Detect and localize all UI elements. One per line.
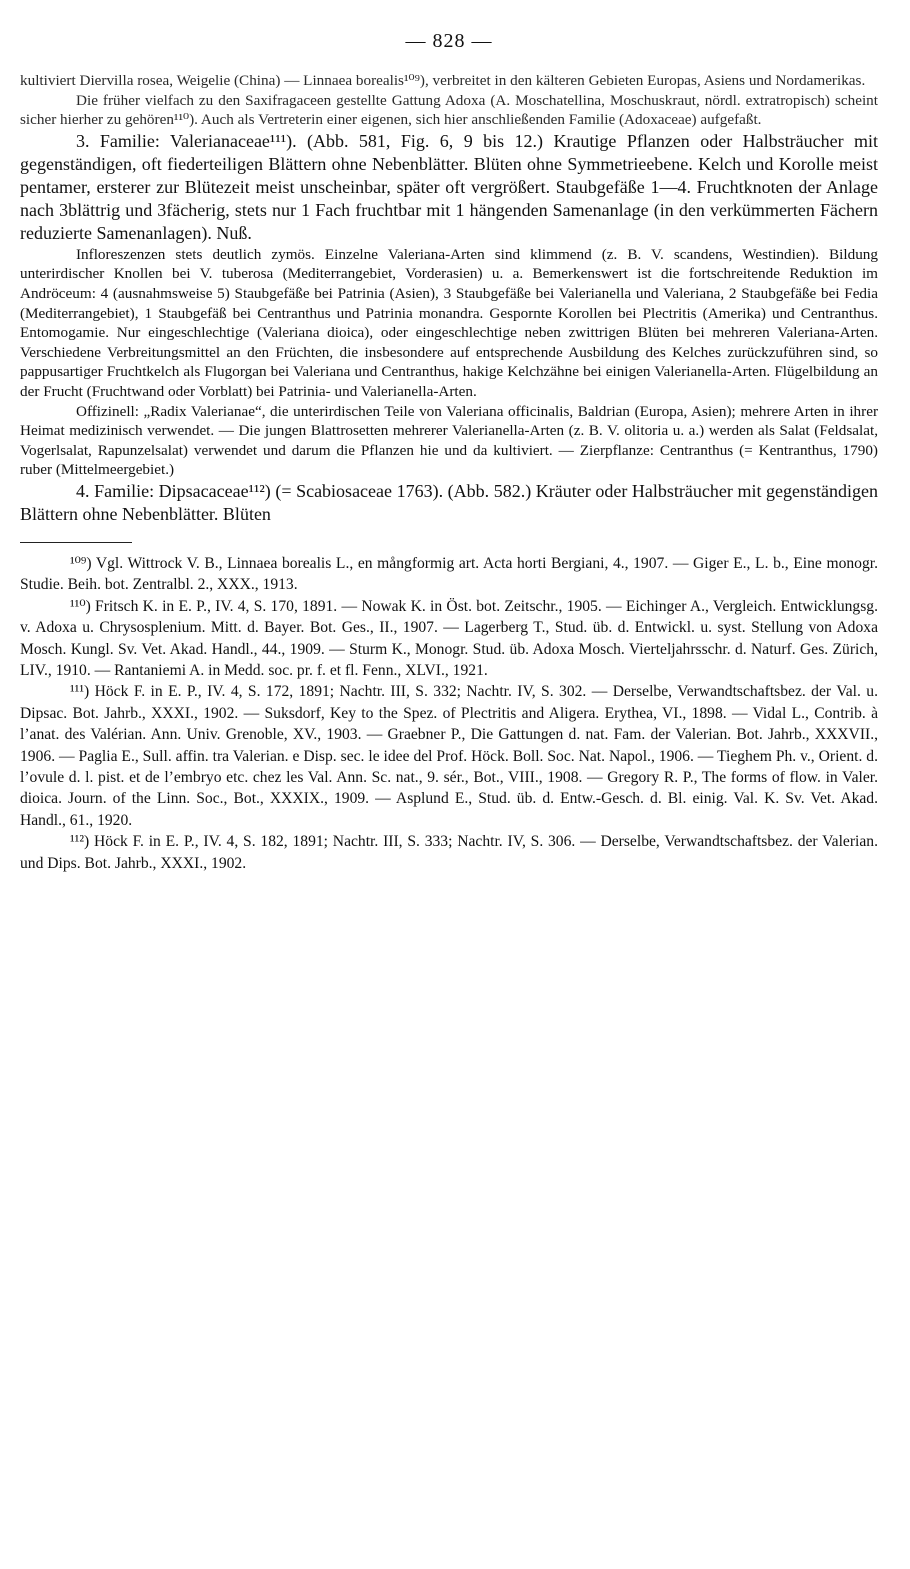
main-text	[20, 71, 878, 526]
footnote-110: ¹¹⁰) Fritsch K. in E. P., IV. 4, S. 170, 1891. — Nowak K. in Öst. bot. Zeitschr., 1905. — Eichinger A., Vergleich. Entwicklungsg. v. Adoxa u. Chrysosplenium. Mitt. d. Bayer. Bot. Ges., II., 1907. — Lagerberg T., Stud. üb. d. Entwickl. u. syst. Stellung von Adoxa Mosch. Kungl. Sv. Vet. Akad. Handl., 44., 1909. — Sturm K., Monogr. Stud. üb. Adoxa Mosch. Vierteljahrsschr. d. Naturf. Ges. Zürich, LIV., 1910. — Rantaniemi A. in Medd. soc. pr. f. et fl. Fenn., XLVI., 1921.	[20, 597, 878, 679]
paragraph-offizinell: Offizinell: „Radix Valerianae“, die unterirdischen Teile von Valeriana officinalis, Baldrian (Europa, Asien); mehrere Arten in ihrer Heimat medizinisch verwendet. — Die jungen Blattrosetten mehrerer Valerianella-Arten (z. B. V. olitoria u. a.) werden als Salat (Feldsalat, Vogerlsalat, Rapunzelsalat) verwendet und darum die Pflanzen hie und da kultiviert. — Zierpflanze: Centranthus (= Kentranthus, 1790) ruber (Mittelmeergebiet.)	[20, 402, 878, 479]
footnote-111: ¹¹¹) Höck F. in E. P., IV. 4, S. 172, 1891; Nachtr. III, S. 332; Nachtr. IV, S. 302. — Derselbe, Verwandtschaftsbez. der Val. u. Dipsac. Bot. Jahrb., XXXI., 1902. — Suksdorf, Key to the Spez. of Plectritis and Aligera. Erythea, VI., 1898. — Vidal L., Contrib. à l’anat. des Valérian. Ann. Univ. Grenoble, XV., 1903. — Graebner P., Die Gattungen d. nat. Fam. der Valerian. Bot. Jahrb., XXXVII., 1906. — Paglia E., Sull. affin. tra Valerian. e Disp. sec. le idee del Prof. Höck. Boll. Soc. Nat. Napol., 1906. — Tieghem Ph. v., Orient. d. l’ovule d. l. pist. et de l’embryo etc. chez les Val. Ann. Sc. nat., 9. sér., Bot., VIII., 1908. — Gregory R. P., The forms of flow. in Valer. dioica. Journ. of the Linn. Soc., Bot., XXXIX., 1909. — Asplund E., Stud. üb. d. Entw.-Gesch. d. Bl. einig. Val. K. Sv. Vet. Akad. Handl., 61., 1920.	[20, 683, 878, 829]
footnotes	[20, 553, 878, 874]
paragraph-linnaea: kultiviert Diervilla rosea, Weigelie (China) — Linnaea borealis¹⁰⁹), verbreitet in den kälteren Gebieten Europas, Asiens und Nordamerikas.	[20, 72, 866, 89]
footnote-109: ¹⁰⁹) Vgl. Wittrock V. B., Linnaea borealis L., en mångformig art. Acta horti Bergiani, 4., 1907. — Giger E., L. b., Eine monogr. Studie. Beih. bot. Zentralbl. 2., XXX., 1913.	[20, 554, 878, 594]
page-number: — 828 —	[405, 30, 493, 52]
paragraph-valerianaceae: 3. Familie: Valerianaceae¹¹¹). (Abb. 581, Fig. 6, 9 bis 12.) Krautige Pflanzen oder Halbsträucher mit gegenständigen, oft fiederteiligen Blättern ohne Nebenblätter. Blüten ohne Symmetrieebene. Kelch und Korolle meist pentamer, ersterer zur Blütezeit meist unscheinbar, später oft vergrößert. Staubgefäße 1—4. Fruchtknoten der Anlage nach 3blättrig und 3fächerig, stets nur 1 Fach fruchtbar mit 1 hängenden Samenanlage (in den verkümmerten Fächern reduzierte Samenanlagen). Nuß.	[20, 130, 878, 243]
footnote-112: ¹¹²) Höck F. in E. P., IV. 4, S. 182, 1891; Nachtr. III, S. 333; Nachtr. IV, S. 306. — Derselbe, Verwandtschaftsbez. der Valerian. und Dips. Bot. Jahrb., XXXI., 1902.	[20, 833, 878, 872]
paragraph-infloreszenzen: Infloreszenzen stets deutlich zymös. Einzelne Valeriana-Arten sind klimmend (z. B. V. scandens, Westindien). Bildung unterirdischer Knollen bei V. tuberosa (Mediterrangebiet, Vorderasien) u. a. Bemerkenswert ist die fortschreitende Reduktion im Andröceum: 4 (ausnahmsweise 5) Staubgefäße bei Patrinia (Asien), 3 Staubgefäße bei Valerianella und Valeriana, 2 Staubgefäße bei Fedia (Mediterrangebiet), 1 Staubgefäß bei Centranthus und Patrinia monandra. Gespornte Korollen bei Plectritis (Amerika) und Centranthus. Entomogamie. Nur eingeschlechtige (Valeriana dioica), oder eingeschlechtige neben zwittrigen Blüten bei mehreren Valeriana-Arten. Verschiedene Verbreitungsmittel an den Früchten, die insbesondere auf entsprechende Ausbildung des Kelches zurückzuführen sind, so pappusartiger Fruchtkelch als Flugorgan bei Valeriana und Centranthus, hakige Kelchzähne bei einigen Valerianella-Arten. Flügelbildung an der Frucht (Fruchtwand oder Vorblatt) bei Patrinia- und Valerianella-Arten.	[20, 245, 878, 400]
footnote-divider	[20, 542, 132, 543]
paragraph-adoxa: Die früher vielfach zu den Saxifragaceen gestellte Gattung Adoxa (A. Moschatellina, Moschuskraut, nördl. extratropisch) scheint sicher hierher zu gehören¹¹⁰). Auch als Vertreterin einer eigenen, sich hier anschließenden Familie (Adoxaceae) aufgefaßt.	[20, 91, 878, 129]
book-page	[20, 30, 878, 874]
paragraph-dipsacaceae: 4. Familie: Dipsacaceae¹¹²) (= Scabiosaceae 1763). (Abb. 582.) Kräuter oder Halbsträucher mit gegenständigen Blättern ohne Nebenblätter. Blüten	[20, 480, 878, 524]
